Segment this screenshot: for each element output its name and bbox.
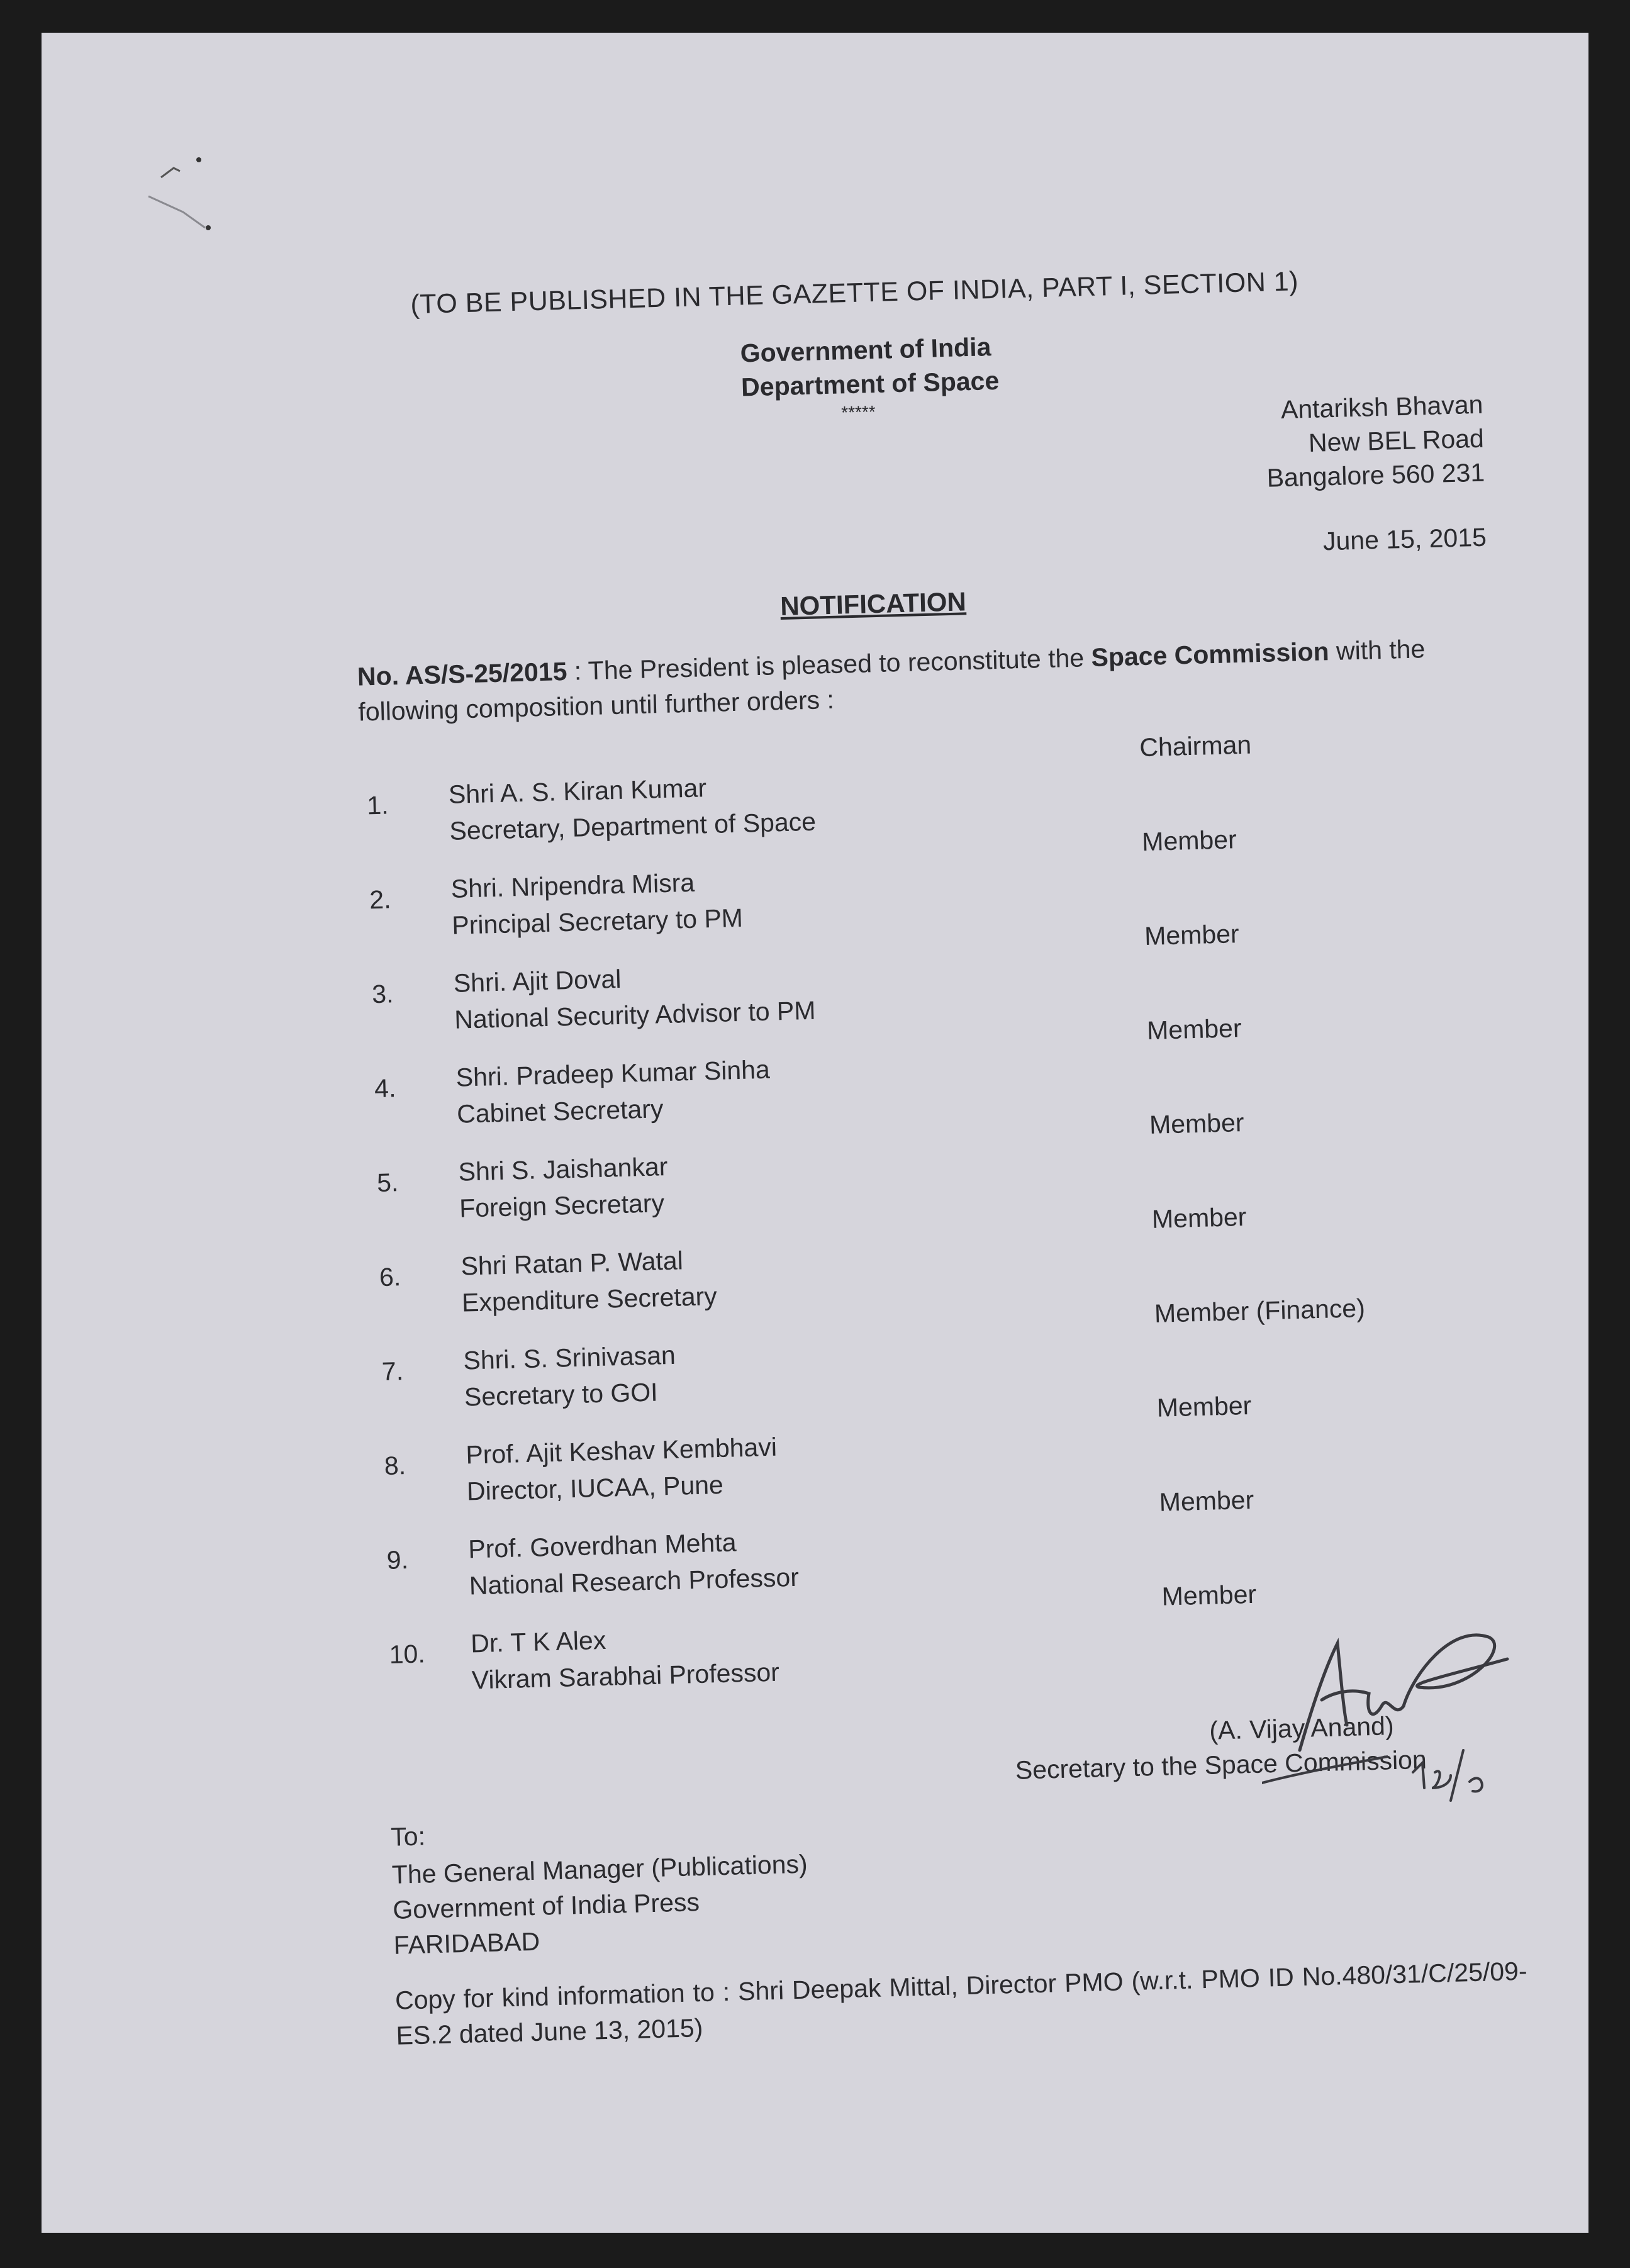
member-designation: National Research Professor (469, 1562, 800, 1600)
member-designation: Secretary, Department of Space (449, 807, 817, 846)
gazette-line: (TO BE PUBLISHED IN THE GAZETTE OF INDIA, PART I, SECTION 1) (410, 266, 1299, 320)
member-name: Shri S. Jaishankar (458, 1152, 668, 1187)
member-number: 9. (386, 1545, 409, 1575)
member-number: 6. (379, 1262, 401, 1292)
member-role: Member (1156, 1390, 1252, 1422)
signatory-title: Secretary to the Space Commission (1015, 1745, 1427, 1785)
member-role: Chairman (1139, 730, 1252, 763)
member-role: Member (1151, 1202, 1247, 1234)
member-details (455, 1051, 771, 1132)
member-details (471, 1617, 780, 1699)
member-name: Prof. Ajit Keshav Kembhavi (465, 1432, 778, 1470)
member-name: Shri. Pradeep Kumar Sinha (455, 1054, 771, 1092)
member-role: Member (1146, 1014, 1242, 1045)
member-role: Member (1159, 1485, 1254, 1517)
member-designation: Vikram Sarabhai Professor (471, 1657, 780, 1695)
issuing-authority (740, 330, 1000, 404)
member-designation: Foreign Secretary (459, 1188, 665, 1223)
member-name: Shri. S. Srinivasan (462, 1340, 676, 1375)
member-role: Member (1149, 1108, 1245, 1139)
member-details (461, 1241, 718, 1321)
member-role: Member (1161, 1579, 1257, 1611)
member-number: 4. (374, 1073, 396, 1103)
member-name: Shri. Ajit Doval (453, 964, 622, 998)
member-number: 7. (381, 1356, 404, 1387)
member-number: 8. (384, 1451, 406, 1480)
document-content (42, 33, 1588, 2233)
member-details (463, 1337, 677, 1416)
member-details (458, 1148, 669, 1227)
member-details (468, 1522, 800, 1604)
member-name: Dr. T K Alex (470, 1625, 606, 1658)
handwritten-signature (1262, 1599, 1526, 1807)
address-line-1: Antariksh Bhavan (1280, 389, 1483, 425)
department-name: Department of Space (740, 366, 1000, 402)
member-name: Shri Ratan P. Watal (461, 1246, 684, 1281)
government-name: Government of India (740, 332, 991, 368)
to-label: To: (390, 1821, 426, 1852)
member-details (448, 767, 816, 849)
member-designation: Principal Secretary to PM (451, 903, 744, 940)
member-role: Member (1144, 919, 1240, 951)
member-number: 10. (389, 1639, 426, 1669)
office-address (1093, 388, 1485, 500)
member-number: 3. (371, 979, 394, 1009)
document-title: NOTIFICATION (779, 586, 967, 622)
recipient-address (391, 1846, 810, 1963)
member-number: 2. (369, 885, 392, 915)
intro-text-2: with the following composition until further orders : (357, 634, 1426, 727)
member-role: Member (Finance) (1154, 1293, 1366, 1328)
member-designation: Cabinet Secretary (456, 1094, 664, 1129)
member-number: 1. (366, 790, 389, 820)
signatory-name: (A. Vijay Anand) (1209, 1711, 1395, 1745)
member-number: 5. (376, 1168, 399, 1198)
member-details (453, 956, 816, 1038)
notification-number: No. AS/S-25/2015 (357, 656, 567, 691)
document-page (42, 33, 1588, 2233)
address-line-3: Bangalore 560 231 (1266, 457, 1485, 493)
copy-note: Copy for kind information to : Shri Deepak Mittal, Director PMO (w.r.t. PMO ID No.480/31/C/25/09-ES.2 dated June 13, 2015) (394, 1956, 1528, 2050)
recipient-line-3: FARIDABAD (393, 1926, 540, 1960)
notification-intro (357, 630, 1484, 730)
member-designation: Director, IUCAA, Pune (466, 1470, 724, 1506)
intro-text-1: : The President is pleased to reconstitute the (566, 643, 1092, 686)
member-designation: National Security Advisor to PM (454, 995, 817, 1034)
member-details (466, 1429, 778, 1510)
commission-name: Space Commission (1090, 637, 1330, 673)
member-name: Shri A. S. Kiran Kumar (448, 773, 707, 809)
separator: ***** (840, 401, 876, 423)
member-designation: Secretary to GOI (464, 1377, 659, 1412)
member-name: Prof. Goverdhan Mehta (467, 1528, 737, 1564)
recipient-line-2: Government of India Press (392, 1887, 700, 1924)
member-designation: Expenditure Secretary (461, 1282, 718, 1317)
member-name: Shri. Nripendra Misra (450, 868, 695, 903)
address-line-2: New BEL Road (1308, 423, 1485, 457)
member-role: Member (1141, 825, 1237, 857)
recipient-line-1: The General Manager (Publications) (391, 1849, 808, 1889)
document-date: June 15, 2015 (1322, 522, 1487, 556)
member-details (450, 863, 743, 944)
